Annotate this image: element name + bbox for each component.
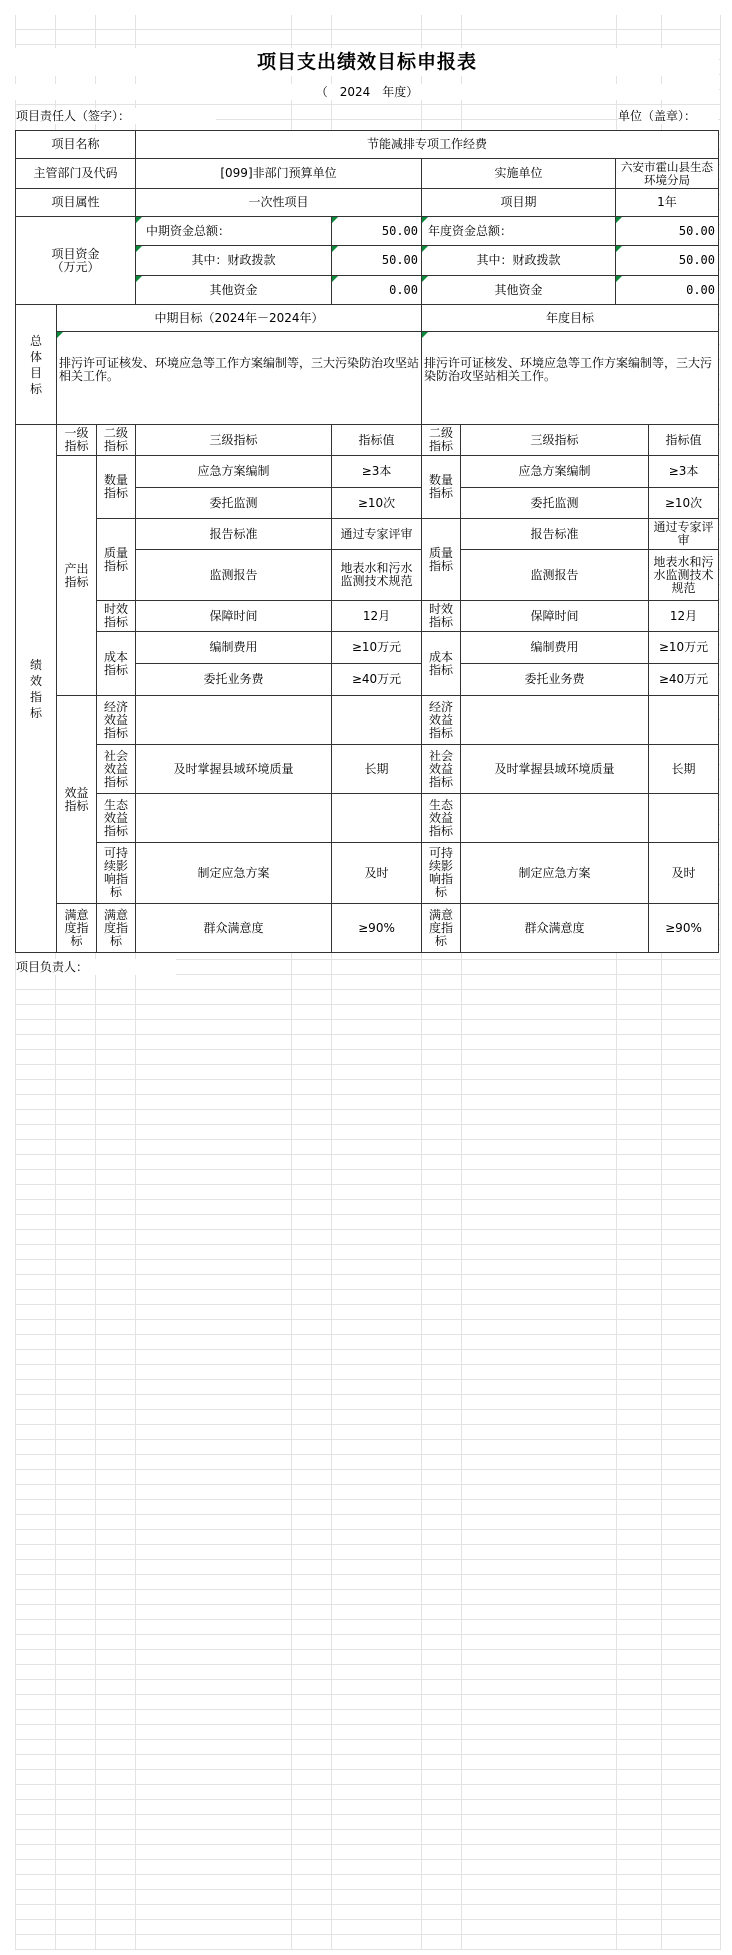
period-label: 项目期 <box>421 188 616 217</box>
indicator-eco-empty-left <box>135 793 332 843</box>
indicator-qa2-right: 监测报告 <box>460 549 649 601</box>
indicator-econ-empty-right <box>460 695 649 745</box>
indicator-eco-value-empty-left <box>331 793 422 843</box>
ecological-label-left: 生态效益指标 <box>96 793 136 843</box>
economic-label-left: 经济效益指标 <box>96 695 136 745</box>
timeliness-label-left: 时效指标 <box>96 600 136 632</box>
satisfaction-l2-label-left: 满意度指标 <box>96 903 136 953</box>
annual-other-value: 0.00 <box>615 275 719 305</box>
economic-label-right: 经济效益指标 <box>421 695 461 745</box>
attr-value: 一次性项目 <box>135 188 422 217</box>
indicator-eco-value-empty-right <box>648 793 719 843</box>
sustainable-label-left: 可持续影响指标 <box>96 842 136 904</box>
quantity-label-left: 数量指标 <box>96 455 136 519</box>
social-label-right: 社会效益指标 <box>421 744 461 794</box>
indicator-qa1-right: 报告标准 <box>460 518 649 550</box>
indicator-q1-left: 应急方案编制 <box>135 455 332 488</box>
timeliness-label-right: 时效指标 <box>421 600 461 632</box>
perf-label <box>15 424 57 953</box>
indicator-q2-value-left: ≥10次 <box>331 487 422 519</box>
indicator-eco-empty-right <box>460 793 649 843</box>
indicator-q1-value-left: ≥3本 <box>331 455 422 488</box>
indicator-econ-value-empty-right <box>648 695 719 745</box>
quantity-label-right: 数量指标 <box>421 455 461 519</box>
project-name-label: 项目名称 <box>15 130 136 159</box>
indicator-t1-right: 保障时间 <box>460 600 649 632</box>
mid-total-value: 50.00 <box>331 216 422 246</box>
indicator-su1-value-left: 及时 <box>331 842 422 904</box>
indicator-c2-value-left: ≥40万元 <box>331 663 422 696</box>
indicator-su1-right: 制定应急方案 <box>460 842 649 904</box>
value-header-right: 指标值 <box>648 424 719 456</box>
satisfaction-indicator-label: 满意度指标 <box>56 903 97 953</box>
indicator-q2-value-right: ≥10次 <box>648 487 719 519</box>
indicator-sa1-right: 群众满意度 <box>460 903 649 953</box>
period-value: 1年 <box>615 188 719 217</box>
overall-goal-label-text: 总体目标 <box>29 333 42 396</box>
level2-header-left: 二级指标 <box>96 424 136 456</box>
level2-header-right: 二级指标 <box>421 424 461 456</box>
indicator-c2-right: 委托业务费 <box>460 663 649 696</box>
indicator-c2-value-right: ≥40万元 <box>648 663 719 696</box>
indicator-qa2-left: 监测报告 <box>135 549 332 601</box>
indicator-q2-right: 委托监测 <box>460 487 649 519</box>
indicator-qa2-value-left: 地表水和污水监测技术规范 <box>331 549 422 601</box>
sustainable-label-right: 可持续影响指标 <box>421 842 461 904</box>
attr-label: 项目属性 <box>15 188 136 217</box>
indicator-t1-value-right: 12月 <box>648 600 719 632</box>
project-name-value: 节能减排专项工作经费 <box>135 130 719 159</box>
cost-label-right: 成本指标 <box>421 631 461 696</box>
indicator-c1-left: 编制费用 <box>135 631 332 664</box>
satisfaction-l2-label-right: 满意度指标 <box>421 903 461 953</box>
indicator-su1-left: 制定应急方案 <box>135 842 332 904</box>
indicator-econ-empty-left <box>135 695 332 745</box>
indicator-c2-left: 委托业务费 <box>135 663 332 696</box>
indicator-su1-value-right: 及时 <box>648 842 719 904</box>
indicator-q1-right: 应急方案编制 <box>460 455 649 488</box>
dept-value: [099]非部门预算单位 <box>135 158 422 189</box>
mid-fiscal-label: 其中：财政拨款 <box>135 245 332 276</box>
benefit-indicator-label: 效益指标 <box>56 695 97 904</box>
annual-total-label: 年度资金总额： <box>421 216 616 246</box>
year-line: （ 2024 年度） <box>15 84 719 100</box>
output-indicator-label: 产出指标 <box>56 455 97 696</box>
indicator-s1-right: 及时掌握县域环境质量 <box>460 744 649 794</box>
indicator-sa1-value-right: ≥90% <box>648 903 719 953</box>
value-header-left: 指标值 <box>331 424 422 456</box>
dept-label: 主管部门及代码 <box>15 158 136 189</box>
annual-total-value: 50.00 <box>615 216 719 246</box>
indicator-sa1-value-left: ≥90% <box>331 903 422 953</box>
mid-other-value: 0.00 <box>331 275 422 305</box>
indicator-qa1-value-right: 通过专家评审 <box>648 518 719 550</box>
indicator-c1-right: 编制费用 <box>460 631 649 664</box>
indicator-q2-left: 委托监测 <box>135 487 332 519</box>
mid-fiscal-value: 50.00 <box>331 245 422 276</box>
indicator-qa2-value-right: 地表水和污水监测技术规范 <box>648 549 719 601</box>
indicator-qa1-left: 报告标准 <box>135 518 332 550</box>
quality-label-left: 质量指标 <box>96 518 136 601</box>
level3-header-left: 三级指标 <box>135 424 332 456</box>
annual-fiscal-label: 其中：财政拨款 <box>421 245 616 276</box>
annual-goal-header: 年度目标 <box>421 304 719 332</box>
annual-goal-text: 排污许可证核发、环境应急等工作方案编制等，三大污染防治攻坚站相关工作。 <box>421 331 719 425</box>
indicator-s1-left: 及时掌握县域环境质量 <box>135 744 332 794</box>
annual-fiscal-value: 50.00 <box>615 245 719 276</box>
mid-goal-header: 中期目标（2024年－2024年） <box>56 304 422 332</box>
impl-unit-value: 六安市霍山县生态环境分局 <box>615 158 719 189</box>
page-title: 项目支出绩效目标申报表 <box>15 48 719 76</box>
unit-seal-label: 单位（盖章）： <box>618 108 718 124</box>
indicator-c1-value-right: ≥10万元 <box>648 631 719 664</box>
indicator-s1-value-left: 长期 <box>331 744 422 794</box>
responsible-signature-label: 项目责任人（签字）： <box>16 108 216 124</box>
level1-header: 一级指标 <box>56 424 97 456</box>
overall-goal-label <box>15 304 57 425</box>
indicator-t1-left: 保障时间 <box>135 600 332 632</box>
footer-responsible-label: 项目负责人： <box>16 959 176 975</box>
level3-header-right: 三级指标 <box>460 424 649 456</box>
indicator-sa1-left: 群众满意度 <box>135 903 332 953</box>
funds-label: 项目资金（万元） <box>15 216 136 305</box>
perf-label-text: 绩效指标 <box>29 657 42 720</box>
indicator-s1-value-right: 长期 <box>648 744 719 794</box>
cost-label-left: 成本指标 <box>96 631 136 696</box>
ecological-label-right: 生态效益指标 <box>421 793 461 843</box>
indicator-t1-value-left: 12月 <box>331 600 422 632</box>
social-label-left: 社会效益指标 <box>96 744 136 794</box>
impl-unit-label: 实施单位 <box>421 158 616 189</box>
indicator-q1-value-right: ≥3本 <box>648 455 719 488</box>
mid-other-label: 其他资金 <box>135 275 332 305</box>
mid-goal-text: 排污许可证核发、环境应急等工作方案编制等，三大污染防治攻坚站相关工作。 <box>56 331 422 425</box>
indicator-c1-value-left: ≥10万元 <box>331 631 422 664</box>
annual-other-label: 其他资金 <box>421 275 616 305</box>
indicator-econ-value-empty-left <box>331 695 422 745</box>
indicator-qa1-value-left: 通过专家评审 <box>331 518 422 550</box>
quality-label-right: 质量指标 <box>421 518 461 601</box>
mid-total-label: 中期资金总额： <box>135 216 332 246</box>
